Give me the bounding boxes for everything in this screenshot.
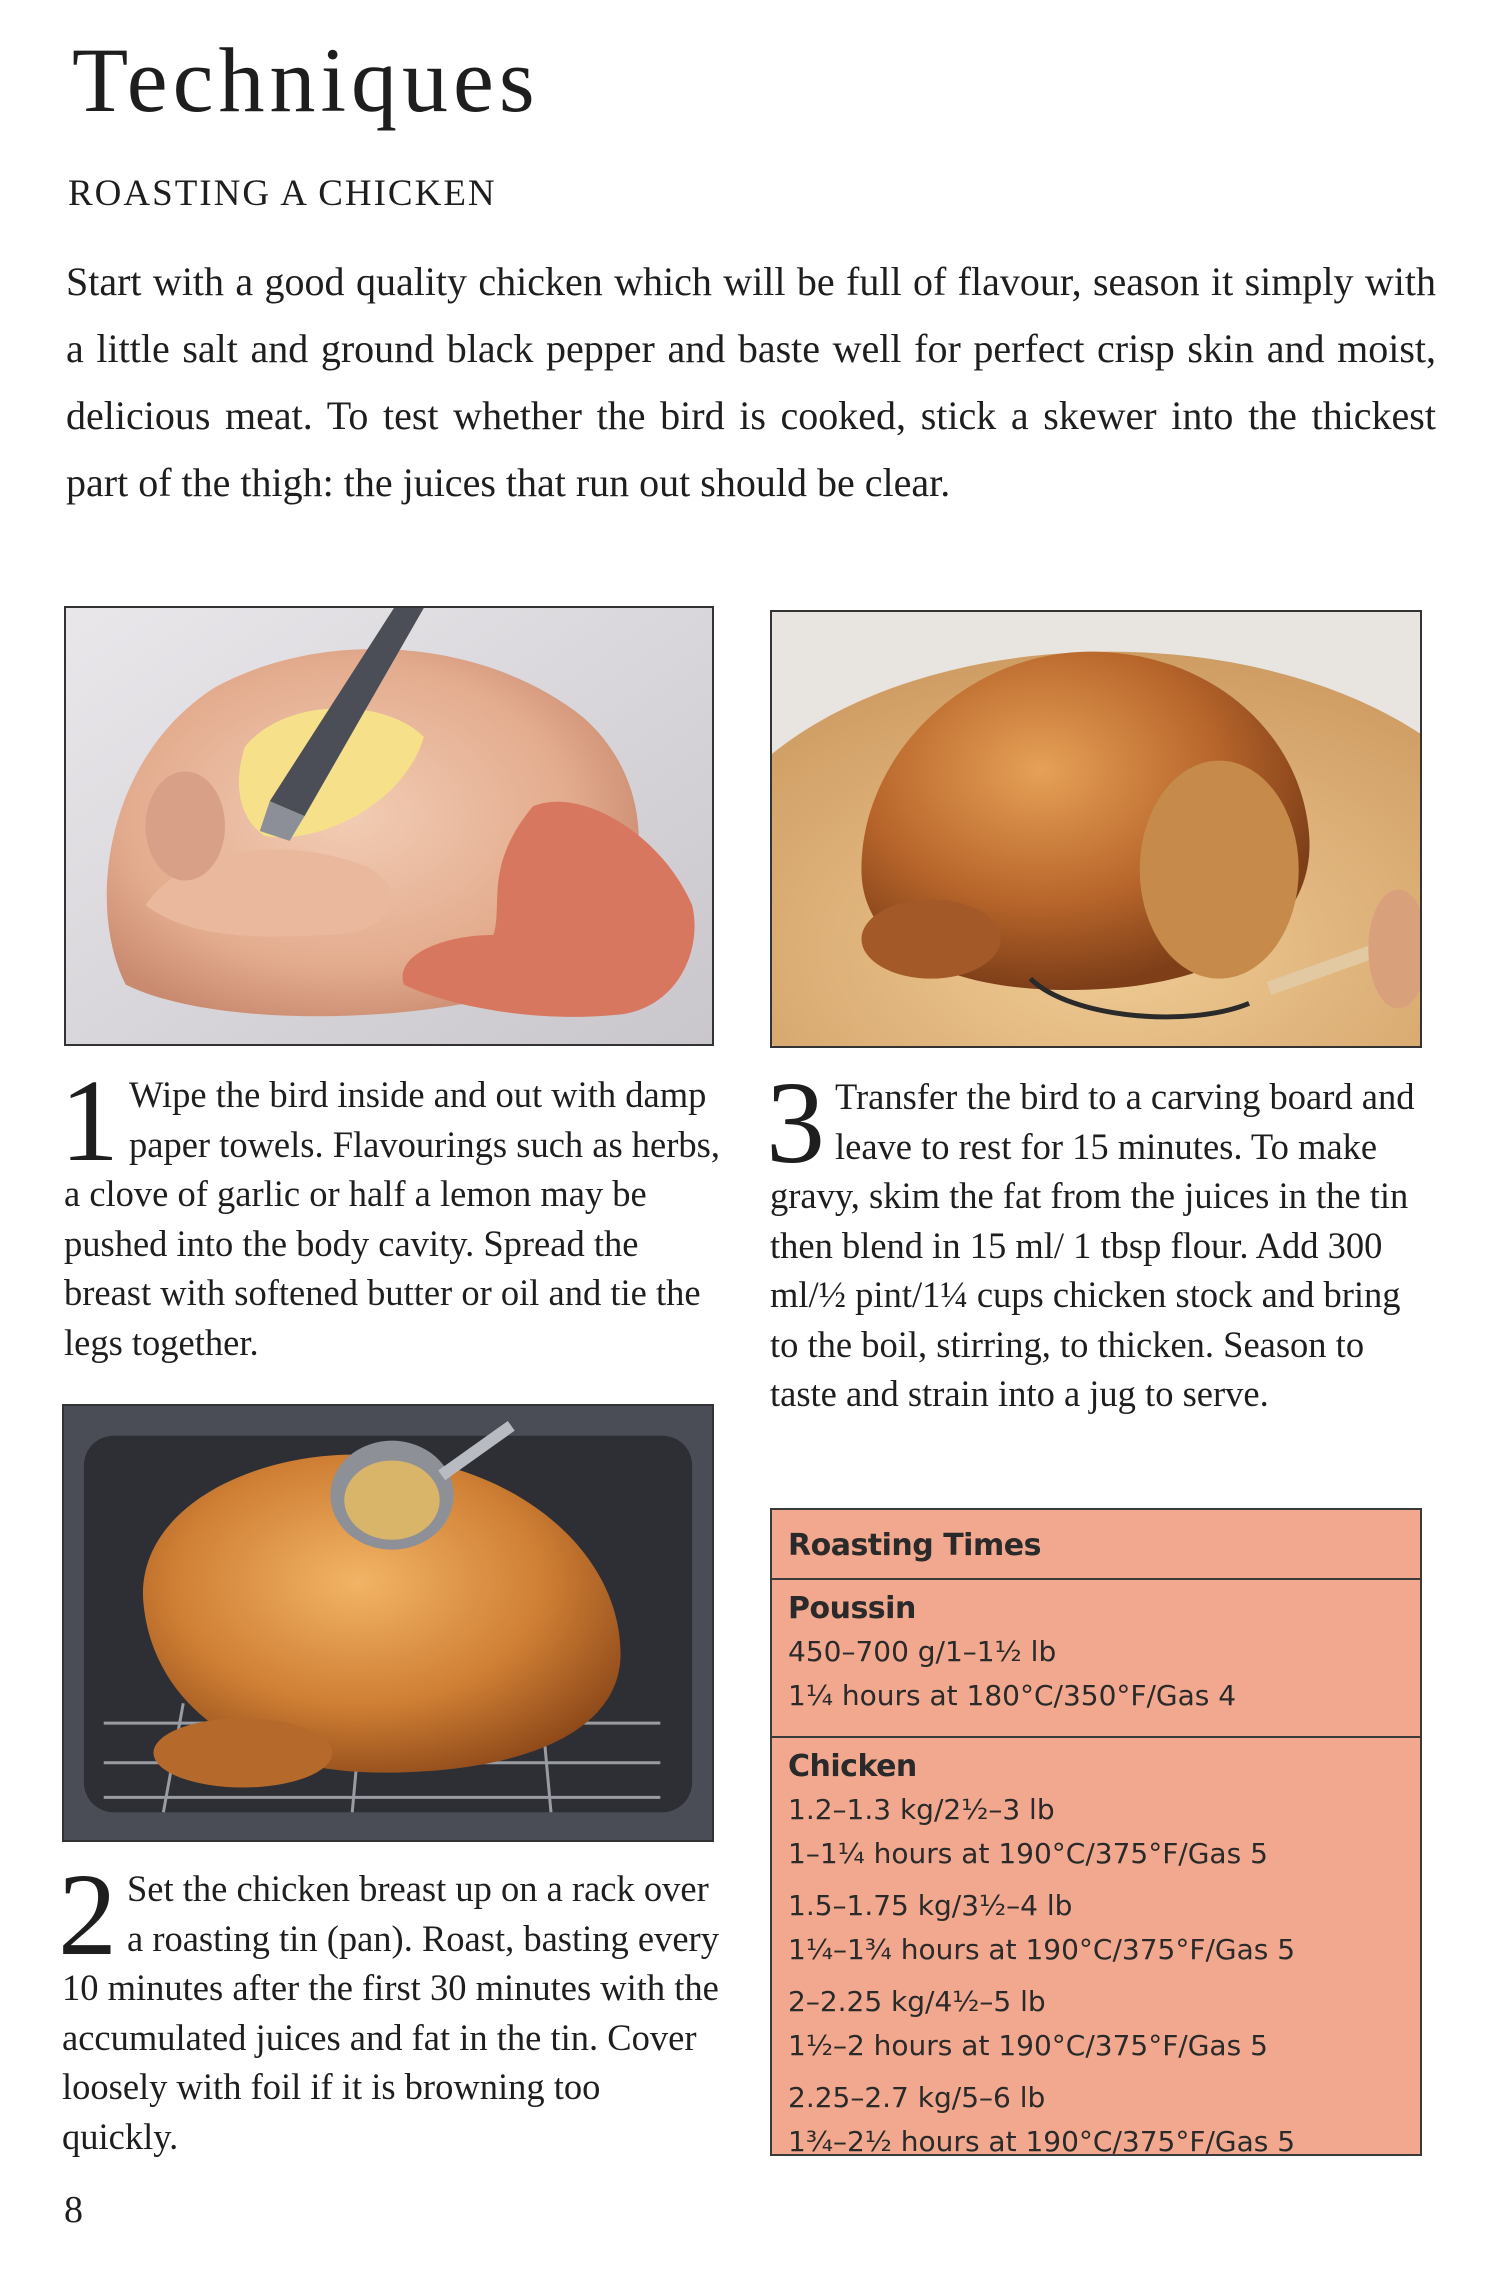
table-row — [788, 1980, 1420, 2068]
step-1 — [60, 1055, 724, 1367]
weight-value: 1.5–1.75 kg/3½–4 lb — [788, 1889, 1073, 1922]
time-value: 1¾–2½ hours at 190°C/375°F/Gas 5 — [788, 2125, 1296, 2158]
weight-value: 450–700 g/1–1½ lb — [788, 1635, 1057, 1668]
time-value: 1–1¼ hours at 190°C/375°F/Gas 5 — [788, 1837, 1268, 1870]
time-value: 1¼ hours at 180°C/350°F/Gas 4 — [788, 1679, 1237, 1712]
step-2-text: Set the chicken breast up on a rack over a roasting tin (pan). Roast, basting every 10 minutes after the first 30 minutes with the accumulated juices and fat in the tin. Cover loosely with foil if it is browning too quickly. — [62, 1868, 719, 2157]
chicken-label: Chicken — [788, 1749, 917, 1784]
photo-basting-chicken-rack — [62, 1404, 714, 1842]
table-row — [788, 2076, 1420, 2164]
table-row — [788, 1630, 1420, 1718]
time-value: 1½–2 hours at 190°C/375°F/Gas 5 — [788, 2029, 1268, 2062]
weight-value: 1.2–1.3 kg/2½–3 lb — [788, 1793, 1055, 1826]
step-2-number: 2 — [58, 1849, 117, 1980]
step-3-text: Transfer the bird to a carving board and leave to rest for 15 minutes. To make gravy, skim the fat from the juices in the tin then blend in 15 ml/ 1 tbsp flour. Add 300 ml/½ pint/1¼ cups chicken stock and bring to the boil, stirring, to thicken. Season to taste and strain into a jug to serve. — [770, 1076, 1415, 1414]
table-row — [788, 1788, 1420, 1876]
step-1-number: 1 — [60, 1055, 119, 1186]
photo-buttering-chicken — [64, 606, 714, 1046]
page-title: Techniques — [72, 29, 540, 131]
table-row — [788, 1884, 1420, 1972]
poussin-label: Poussin — [788, 1591, 916, 1626]
weight-value: 2–2.25 kg/4½–5 lb — [788, 1985, 1046, 2018]
weight-value: 2.25–2.7 kg/5–6 lb — [788, 2081, 1046, 2114]
poussin-section — [772, 1580, 1420, 1738]
time-value: 1¼–1¾ hours at 190°C/375°F/Gas 5 — [788, 1933, 1296, 1966]
roasting-times-heading: Roasting Times — [772, 1510, 1420, 1580]
step-2 — [58, 1849, 724, 2161]
section-subtitle: ROASTING A CHICKEN — [68, 173, 497, 214]
page-number: 8 — [64, 2189, 83, 2231]
roasting-times-table — [770, 1508, 1422, 2156]
step-3 — [766, 1057, 1430, 1419]
intro-paragraph: Start with a good quality chicken which will be full of flavour, season it simply with a little salt and ground black pepper and baste well for perfect crisp skin and moist, delicious meat. To test whether the bird is cooked, stick a skewer into the thickest part of the thigh: the juices that run out should be clear. — [66, 259, 1436, 505]
step-1-text: Wipe the bird inside and out with damp paper towels. Flavourings such as herbs, a clove of garlic or half a lemon may be pushed into the body cavity. Spread the breast with softened butter or oil and tie the legs together. — [64, 1074, 720, 1363]
chicken-section — [772, 1738, 1420, 2182]
step-3-number: 3 — [766, 1057, 825, 1188]
photo-roasted-chicken-board — [770, 610, 1422, 1048]
